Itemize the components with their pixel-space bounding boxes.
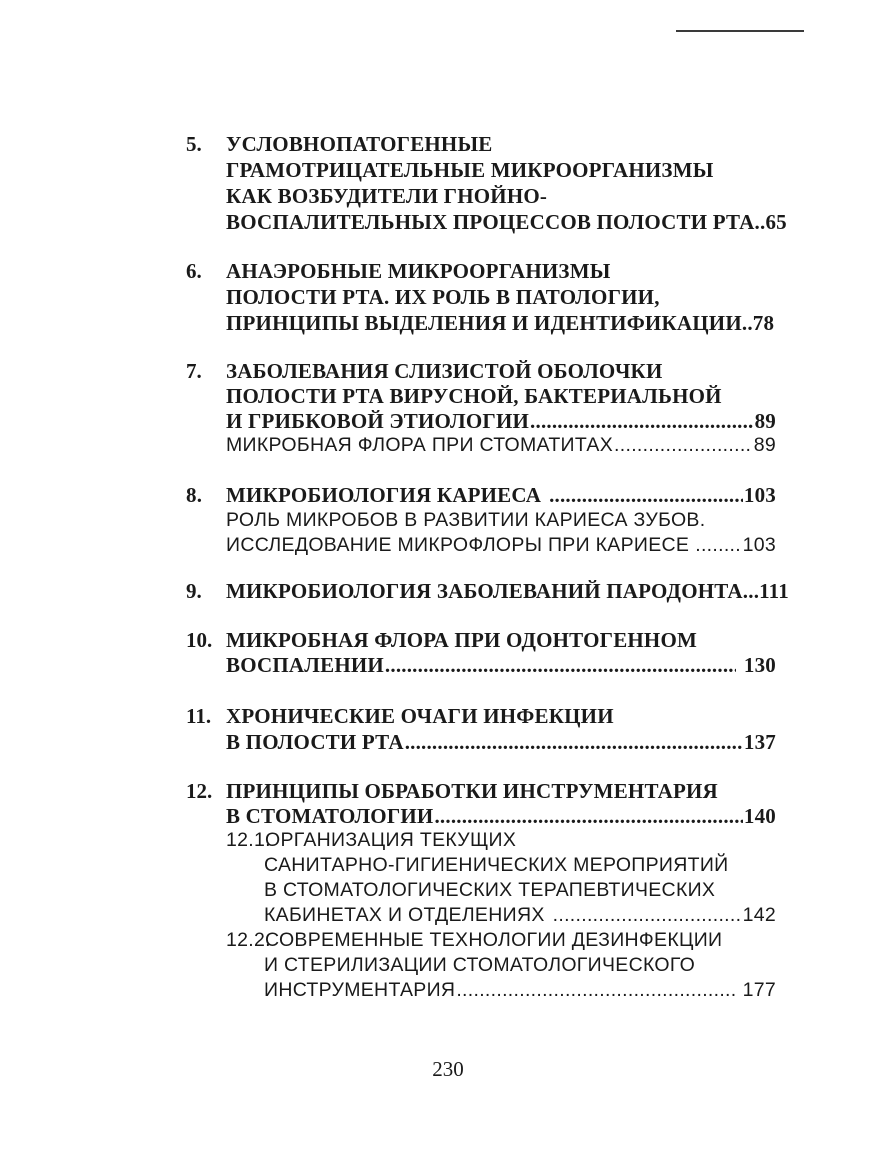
- entry-number: 12.: [186, 779, 213, 803]
- entry-title-line: ГРАМОТРИЦАТЕЛЬНЫЕ МИКРООРГАНИЗМЫ: [226, 158, 714, 182]
- page-ref: 140: [743, 804, 776, 828]
- subentry-line: КАБИНЕТАХ И ОТДЕЛЕНИЯХ: [264, 904, 545, 926]
- leader-dots: [456, 977, 734, 1003]
- entry-title-line: МИКРОБНАЯ ФЛОРА ПРИ ОДОНТОГЕННОМ: [226, 628, 698, 652]
- page-ref: 103: [742, 534, 776, 556]
- leader-dots: [385, 652, 736, 678]
- subentry-line: ИНСТРУМЕНТАРИЯ: [264, 979, 456, 1001]
- entry-number: 9.: [186, 579, 202, 603]
- entry-title-line: ВОСПАЛЕНИИ: [226, 653, 384, 677]
- entry-title-line: ХРОНИЧЕСКИЕ ОЧАГИ ИНФЕКЦИИ: [226, 704, 614, 728]
- entry-title-line: КАК ВОЗБУДИТЕЛИ ГНОЙНО-: [226, 184, 548, 208]
- entry-title-line: ЗАБОЛЕВАНИЯ СЛИЗИСТОЙ ОБОЛОЧКИ: [226, 359, 663, 383]
- entry-number: 6.: [186, 259, 202, 283]
- entry-title-line: ПРИНЦИПЫ ОБРАБОТКИ ИНСТРУМЕНТАРИЯ: [226, 779, 718, 803]
- page-ref: 89: [753, 434, 776, 456]
- toc-row: [264, 977, 776, 1003]
- toc-row: [226, 803, 776, 829]
- entry-title-line: МИКРОБИОЛОГИЯ КАРИЕСА: [226, 483, 542, 507]
- leader-dots: [405, 729, 743, 755]
- leader-dots: [434, 803, 742, 829]
- page-ref: 103: [743, 483, 776, 507]
- top-rule: [676, 30, 804, 32]
- leader-dots: [553, 902, 742, 928]
- toc-row: [264, 902, 776, 928]
- subentry-number: 12.2.: [226, 929, 271, 951]
- subentry-number: 12.1.: [226, 829, 271, 851]
- leader-dots: [549, 482, 743, 508]
- entry-title-line: ПРИНЦИПЫ ВЫДЕЛЕНИЯ И ИДЕНТИФИКАЦИИ..78: [226, 311, 775, 335]
- toc-row: [226, 729, 776, 755]
- subentry-line: В СТОМАТОЛОГИЧЕСКИХ ТЕРАПЕВТИЧЕСКИХ: [264, 879, 716, 901]
- toc-row: [186, 482, 776, 508]
- page-ref: 137: [743, 730, 776, 754]
- leader-dots: [614, 432, 753, 458]
- subentry-line: СОВРЕМЕННЫЕ ТЕХНОЛОГИИ ДЕЗИНФЕКЦИИ: [265, 929, 723, 951]
- entry-title-line: АНАЭРОБНЫЕ МИКРООРГАНИЗМЫ: [226, 259, 611, 283]
- entry-number: 11.: [186, 704, 212, 728]
- entry-number: 8.: [186, 483, 203, 507]
- entry-title-line: В ПОЛОСТИ РТА: [226, 730, 404, 754]
- page-ref: 130: [743, 653, 776, 677]
- toc-row: [226, 408, 776, 434]
- leader-dots: [695, 532, 741, 558]
- entry-number: 5.: [186, 132, 202, 156]
- page-ref: 177: [742, 979, 776, 1001]
- entry-title-line: ВОСПАЛИТЕЛЬНЫХ ПРОЦЕССОВ ПОЛОСТИ РТА..65: [226, 210, 787, 234]
- toc-row: [226, 432, 776, 458]
- subentry-line: И СТЕРИЛИЗАЦИИ СТОМАТОЛОГИЧЕСКОГО: [264, 954, 696, 976]
- page-ref: 142: [742, 904, 776, 926]
- entry-number: 7.: [186, 359, 202, 383]
- entry-title-line: ПОЛОСТИ РТА. ИХ РОЛЬ В ПАТОЛОГИИ,: [226, 285, 660, 309]
- entry-title-line: ПОЛОСТИ РТА ВИРУСНОЙ, БАКТЕРИАЛЬНОЙ: [226, 384, 722, 408]
- entry-title-line: И ГРИБКОВОЙ ЭТИОЛОГИИ: [226, 409, 530, 433]
- toc-row: [226, 532, 776, 558]
- entry-number: 10.: [186, 628, 213, 652]
- entry-title-line: УСЛОВНОПАТОГЕННЫЕ: [226, 132, 493, 156]
- entry-title-line: В СТОМАТОЛОГИИ: [226, 804, 434, 828]
- page-ref: 89: [754, 409, 776, 433]
- subentry-line: САНИТАРНО-ГИГИЕНИЧЕСКИХ МЕРОПРИЯТИЙ: [264, 854, 729, 876]
- subentry-line: ИССЛЕДОВАНИЕ МИКРОФЛОРЫ ПРИ КАРИЕСЕ: [226, 534, 690, 556]
- toc-row: [226, 652, 776, 678]
- subentry-line: ОРГАНИЗАЦИЯ ТЕКУЩИХ: [265, 829, 517, 851]
- subentry-line: РОЛЬ МИКРОБОВ В РАЗВИТИИ КАРИЕСА ЗУБОВ.: [226, 509, 706, 531]
- entry-title-line: МИКРОБИОЛОГИЯ ЗАБОЛЕВАНИЙ ПАРОДОНТА...111: [226, 579, 789, 603]
- subentry-line: МИКРОБНАЯ ФЛОРА ПРИ СТОМАТИТАХ: [226, 434, 614, 456]
- page-number: 230: [432, 1057, 464, 1081]
- leader-dots: [530, 408, 754, 434]
